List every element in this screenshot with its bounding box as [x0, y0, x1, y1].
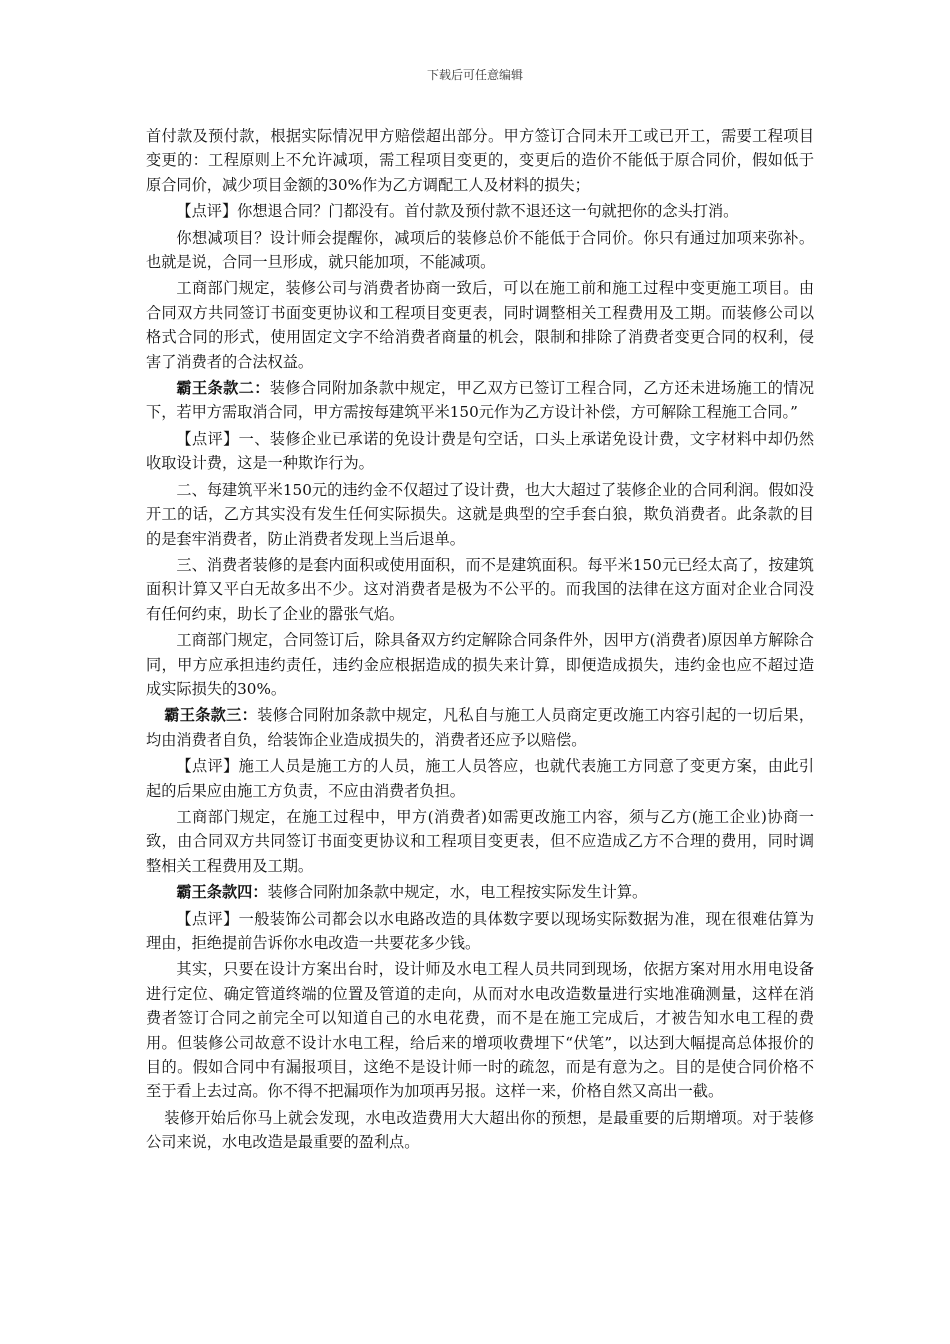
paragraph: 【点评】一般装饰公司都会以水电路改造的具体数字要以现场实际数据为准，现在很难估算为理由，拒绝提前告诉你水电改造一共要花多少钱。 [146, 909, 814, 952]
paragraph: 三、消费者装修的是套内面积或使用面积，而不是建筑面积。每平米150元已经太高了，按建筑面积计算又平白无故多出不少。这对消费者是极为不公平的。而我国的法律在这方面对企业合同没有任何约束，助长了企业的嚣张气焰。 [146, 555, 814, 623]
paragraph: 霸王条款三：装修合同附加条款中规定，凡私自与施工人员商定更改施工内容引起的一切后果，均由消费者自负，给装饰企业造成损失的，消费者还应予以赔偿。 [146, 706, 815, 749]
clause-title: 霸王条款二： [176, 379, 270, 398]
paragraph: 霸王条款四：装修合同附加条款中规定，水，电工程按实际发生计算。 [176, 883, 648, 902]
paragraph: 装修开始后你马上就会发现，水电改造费用大大超出你的预想，是最重要的后期增项。对于装修公司来说，水电改造是最重要的盈利点。 [146, 1108, 814, 1152]
clause-title: 霸王条款三： [164, 706, 258, 725]
paragraph: 二、每建筑平米150元的违约金不仅超过了设计费，也大大超过了装修企业的合同利润。假如没开工的话，乙方其实没有发生任何实际损失。这就是典型的空手套白狼，欺负消费者。此条款的目的是套牢消费者，防止消费者发现上当后退单。 [146, 480, 814, 548]
document-body [146, 124, 814, 1157]
clause-title: 霸王条款四： [176, 883, 268, 902]
paragraph: 你想减项目？设计师会提醒你，减项后的装修总价不能低于合同价。你只有通过加项来弥补。也就是说，合同一旦形成，就只能加项，不能减项。 [146, 228, 814, 272]
paragraph: 【点评】施工人员是施工方的人员，施工人员答应，也就代表施工方同意了变更方案，由此引起的后果应由施工方负责，不应由消费者负担。 [146, 757, 814, 800]
paragraph: 【点评】一、装修企业已承诺的免设计费是句空话，口头上承诺免设计费，文字材料中却仍然收取设计费，这是一种欺诈行为。 [146, 429, 814, 473]
paragraph: 【点评】你想退合同？门都没有。首付款及预付款不退还这一句就把你的念头打消。 [176, 202, 739, 221]
paragraph: 工商部门规定，装修公司与消费者协商一致后，可以在施工前和施工过程中变更施工项目。由合同双方共同签订书面变更协议和工程项目变更表，同时调整相关工程费用及工期。而装修公司以格式合同的形式，使用固定文字不给消费者商量的机会，限制和排除了消费者变更合同的权利，侵害了消费者的合法权益。 [146, 279, 814, 371]
paragraph: 首付款及预付款，根据实际情况甲方赔偿超出部分。甲方签订合同未开工或已开工，需要工程项目变更的：工程原则上不允许减项，需工程项目变更的，变更后的造价不能低于原合同价，假如低于原合同价，减少项目金额的30%作为乙方调配工人及材料的损失； [146, 127, 814, 194]
paragraph: 工商部门规定，合同签订后，除具备双方约定解除合同条件外，因甲方(消费者)原因单方解除合同，甲方应承担违约责任，违约金应根据造成的损失来计算，即便造成损失，违约金也应不超过造成实际损失的30%。 [146, 631, 814, 698]
paragraph: 其实，只要在设计方案出台时，设计师及水电工程人员共同到现场，依据方案对用水用电设备进行定位、确定管道终端的位置及管道的走向，从而对水电改造数量进行实地准确测量，这样在消费者签订合同之前完全可以知道自己的水电花费，而不是在施工完成后，才被告知水电工程的费用。但装修公司故意不设计水电工程，给后来的增项收费埋下“伏笔”，以达到大幅提高总体报价的目的。假如合同中有漏报项目，这绝不是设计师一时的疏忽，而是有意为之。目的是使合同价格不至于看上去过高。你不得不把漏项作为加项再另报。这样一来，价格自然又高出一截。 [146, 960, 814, 1101]
paragraph: 工商部门规定，在施工过程中，甲方(消费者)如需更改施工内容，须与乙方(施工企业)协商一致，由合同双方共同签订书面变更协议和工程项目变更表，但不应造成乙方不合理的费用，同时调整相关工程费用及工期。 [146, 807, 814, 875]
page-header: 下载后可任意编辑 [426, 68, 523, 82]
paragraph: 霸王条款二：装修合同附加条款中规定，甲乙双方已签订工程合同，乙方还未进场施工的情况下，若甲方需取消合同，甲方需按每建筑平米150元作为乙方设计补偿，方可解除工程施工合同。” [146, 379, 815, 422]
